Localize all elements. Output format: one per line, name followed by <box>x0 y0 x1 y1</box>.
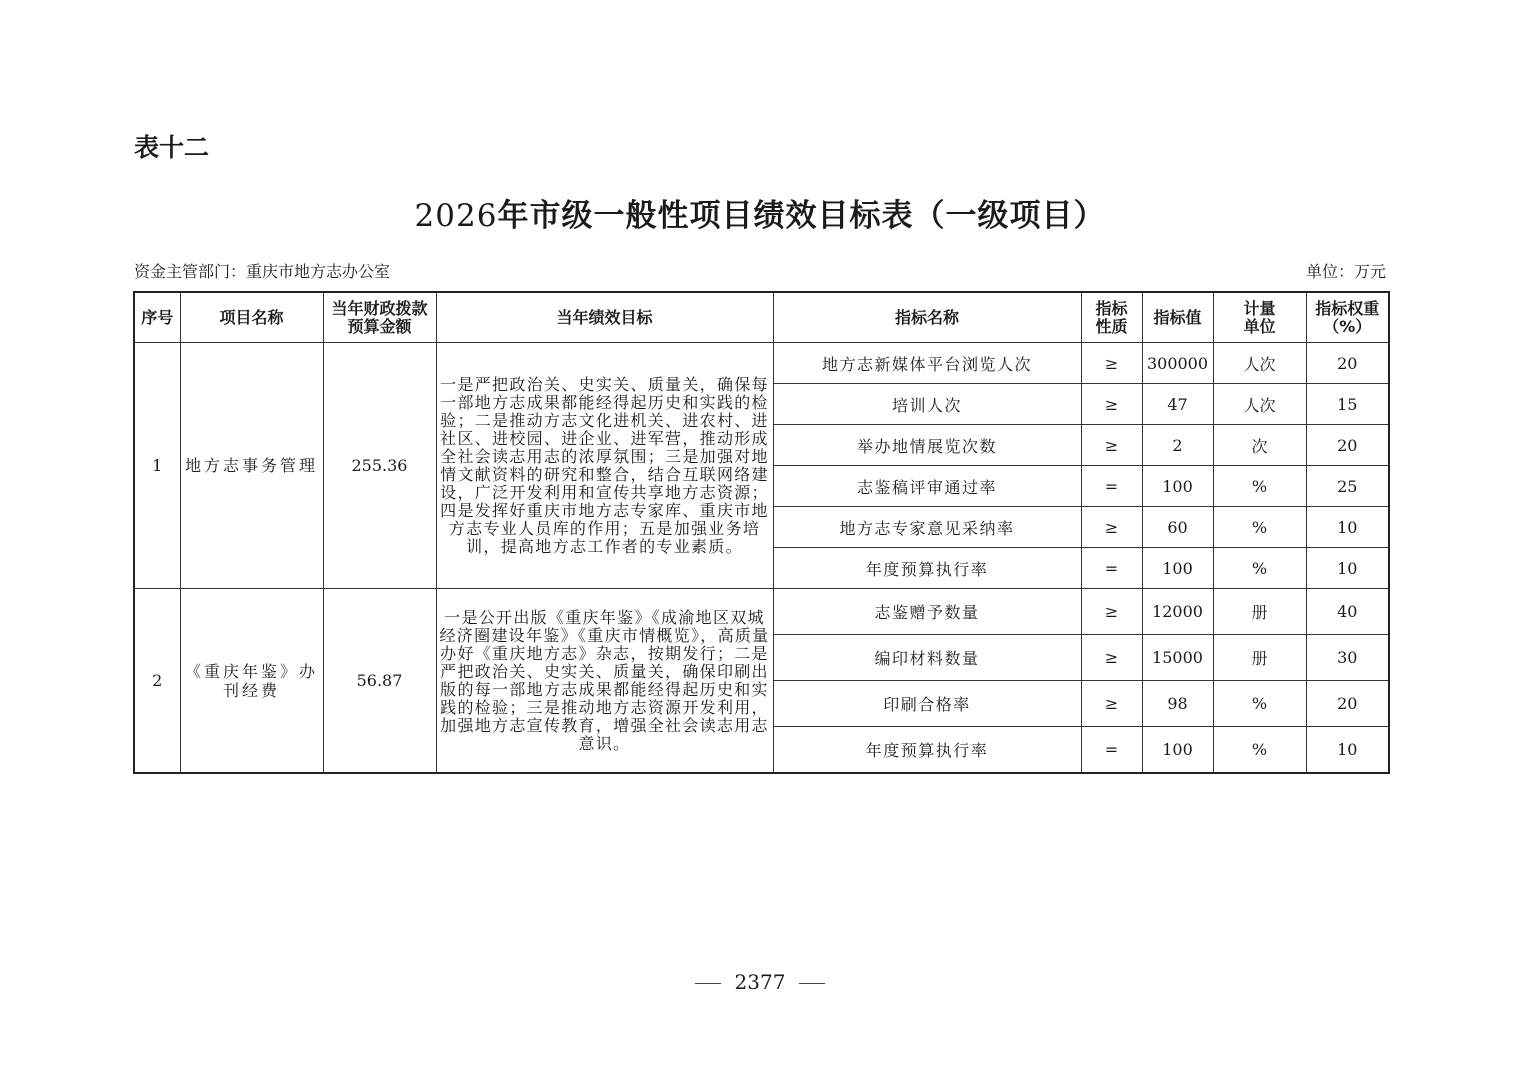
indicator-value-cell: 2 <box>1142 425 1213 466</box>
indicator-value-cell: 12000 <box>1142 589 1213 635</box>
indicator-nature-cell: ≥ <box>1081 384 1142 425</box>
indicator-nature-cell: ≥ <box>1081 425 1142 466</box>
col-value: 指标值 <box>1142 292 1213 343</box>
indicator-nature-cell: ≥ <box>1081 507 1142 548</box>
department-label: 资金主管部门：重庆市地方志办公室 <box>134 262 391 281</box>
goal-cell: 一是公开出版《重庆年鉴》《成渝地区双城经济圈建设年鉴》《重庆市情概览》，高质量办好《重庆地方志》杂志，按期发行；二是严把政治关、史实关、质量关，确保印刷出版的每一部地方志成果都能经得起历史和实践的检验；三是推动地方志资源开发利用，加强地方志宣传教育，增强全社会读志用志意识。 <box>436 589 773 774</box>
page-number-dash-left <box>695 983 721 984</box>
seq-cell: 1 <box>134 343 180 589</box>
indicator-nature-cell: ≥ <box>1081 589 1142 635</box>
col-indicator: 指标名称 <box>773 292 1081 343</box>
indicator-weight-cell: 20 <box>1306 681 1389 727</box>
col-seq: 序号 <box>134 292 180 343</box>
indicator-value-cell: 60 <box>1142 507 1213 548</box>
indicator-unit-cell: % <box>1213 681 1306 727</box>
table-row <box>134 343 1389 384</box>
indicator-nature-cell: ≥ <box>1081 681 1142 727</box>
indicator-unit-cell: 人次 <box>1213 384 1306 425</box>
indicator-value-cell: 15000 <box>1142 635 1213 681</box>
indicator-name-cell: 地方志新媒体平台浏览人次 <box>773 343 1081 384</box>
indicator-unit-cell: 次 <box>1213 425 1306 466</box>
indicator-unit-cell: 人次 <box>1213 343 1306 384</box>
indicator-value-cell: 300000 <box>1142 343 1213 384</box>
goal-cell: 一是严把政治关、史实关、质量关，确保每一部地方志成果都能经得起历史和实践的检验；二是推动方志文化进机关、进农村、进社区、进校园、进企业、进军营，推动形成全社会读志用志的浓厚氛围；三是加强对地情文献资料的研究和整合，结合互联网络建设，广泛开发利用和宣传共享地方志资源；四是发挥好重庆市地方志专家库、重庆市地方志专业人员库的作用；五是加强业务培训，提高地方志工作者的专业素质。 <box>436 343 773 589</box>
indicator-unit-cell: % <box>1213 727 1306 774</box>
indicator-nature-cell: ≥ <box>1081 635 1142 681</box>
budget-cell: 255.36 <box>323 343 436 589</box>
indicator-weight-cell: 10 <box>1306 548 1389 589</box>
project-name-cell: 地方志事务管理 <box>180 343 323 589</box>
header-row <box>134 292 1389 343</box>
col-goal: 当年绩效目标 <box>436 292 773 343</box>
table-row <box>134 589 1389 635</box>
indicator-value-cell: 100 <box>1142 548 1213 589</box>
indicator-name-cell: 年度预算执行率 <box>773 548 1081 589</box>
indicator-name-cell: 举办地情展览次数 <box>773 425 1081 466</box>
indicator-unit-cell: % <box>1213 507 1306 548</box>
col-weight: 指标权重（%） <box>1306 292 1389 343</box>
indicator-value-cell: 98 <box>1142 681 1213 727</box>
page-number-text: 2377 <box>734 970 786 994</box>
unit-label: 单位：万元 <box>1305 262 1386 281</box>
indicator-weight-cell: 40 <box>1306 589 1389 635</box>
indicator-value-cell: 100 <box>1142 466 1213 507</box>
indicator-unit-cell: 册 <box>1213 589 1306 635</box>
indicator-nature-cell: = <box>1081 466 1142 507</box>
indicator-value-cell: 100 <box>1142 727 1213 774</box>
col-unit: 计量单位 <box>1213 292 1306 343</box>
title-year: 2026 <box>414 198 498 234</box>
indicator-nature-cell: = <box>1081 548 1142 589</box>
indicator-unit-cell: % <box>1213 466 1306 507</box>
indicator-weight-cell: 20 <box>1306 425 1389 466</box>
indicator-nature-cell: ≥ <box>1081 343 1142 384</box>
seq-cell: 2 <box>134 589 180 774</box>
indicator-nature-cell: = <box>1081 727 1142 774</box>
performance-table <box>133 291 1390 774</box>
indicator-unit-cell: % <box>1213 548 1306 589</box>
indicator-weight-cell: 25 <box>1306 466 1389 507</box>
indicator-weight-cell: 10 <box>1306 507 1389 548</box>
title-text: 年市级一般性项目绩效目标表（一级项目） <box>497 198 1106 234</box>
indicator-value-cell: 47 <box>1142 384 1213 425</box>
indicator-weight-cell: 20 <box>1306 343 1389 384</box>
indicator-weight-cell: 10 <box>1306 727 1389 774</box>
project-name-cell: 《重庆年鉴》办刊经费 <box>180 589 323 774</box>
indicator-weight-cell: 15 <box>1306 384 1389 425</box>
table-number: 表十二 <box>134 133 210 162</box>
indicator-name-cell: 志鉴稿评审通过率 <box>773 466 1081 507</box>
budget-cell: 56.87 <box>323 589 436 774</box>
col-project: 项目名称 <box>180 292 323 343</box>
indicator-unit-cell: 册 <box>1213 635 1306 681</box>
page-number <box>0 970 1520 994</box>
indicator-name-cell: 印刷合格率 <box>773 681 1081 727</box>
page-number-dash-right <box>799 983 825 984</box>
indicator-name-cell: 编印材料数量 <box>773 635 1081 681</box>
col-nature: 指标性质 <box>1081 292 1142 343</box>
indicator-name-cell: 年度预算执行率 <box>773 727 1081 774</box>
indicator-name-cell: 培训人次 <box>773 384 1081 425</box>
page-title <box>0 190 1520 235</box>
col-budget: 当年财政拨款预算金额 <box>323 292 436 343</box>
indicator-name-cell: 地方志专家意见采纳率 <box>773 507 1081 548</box>
indicator-name-cell: 志鉴赠予数量 <box>773 589 1081 635</box>
indicator-weight-cell: 30 <box>1306 635 1389 681</box>
